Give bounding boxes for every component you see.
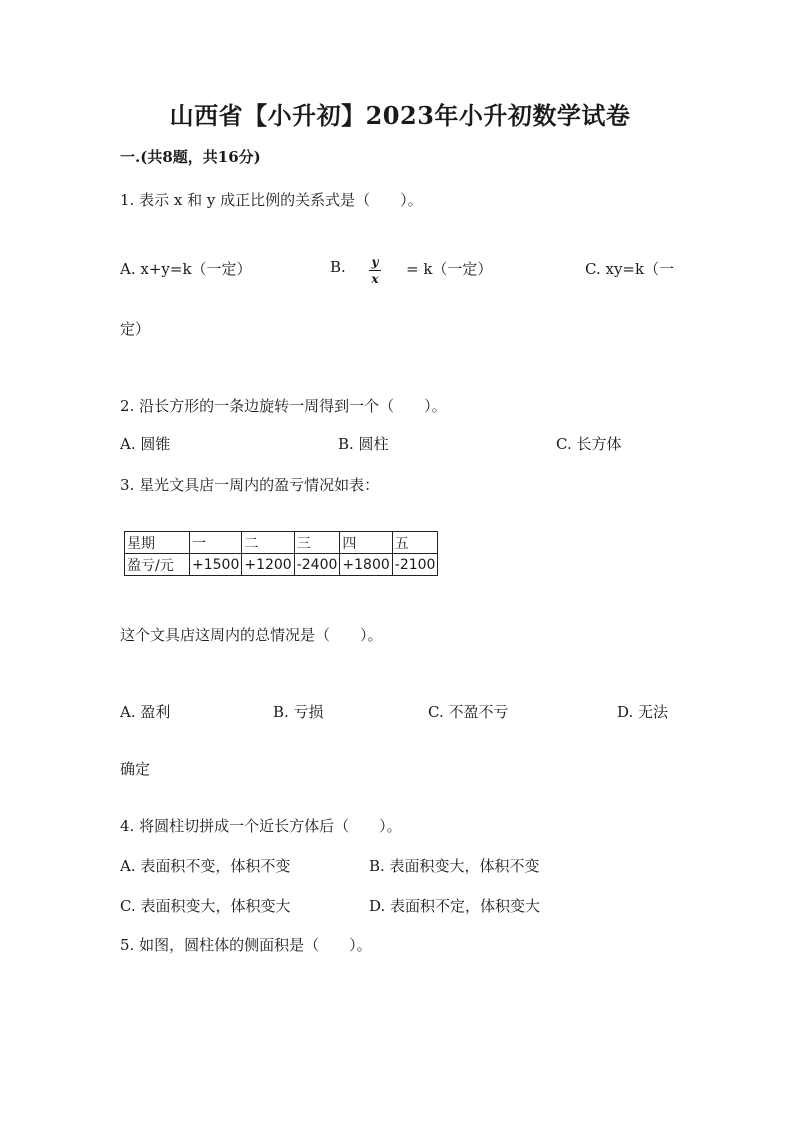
question-2-option-b[interactable]: B. 圆柱 bbox=[338, 435, 389, 453]
table-cell: 五 bbox=[392, 532, 438, 554]
question-1-option-b[interactable]: B. bbox=[330, 258, 346, 276]
fraction-denominator: x bbox=[371, 272, 379, 286]
question-1-text: 1. 表示 x 和 y 成正比例的关系式是（ ）。 bbox=[120, 191, 423, 209]
question-1-option-c-wrap: 定） bbox=[120, 320, 151, 338]
question-2-text: 2. 沿长方形的一条边旋转一周得到一个（ ）。 bbox=[120, 397, 447, 415]
question-1-fraction bbox=[369, 255, 381, 286]
page-title: 山西省【小升初】2023年小升初数学试卷 bbox=[169, 101, 631, 130]
table-cell: -2100 bbox=[392, 554, 438, 576]
table-cell: -2400 bbox=[294, 554, 340, 576]
question-1-option-c[interactable]: C. xy=k（一 bbox=[585, 260, 675, 278]
fraction-numerator: y bbox=[371, 255, 379, 269]
table-cell: 一 bbox=[190, 532, 242, 554]
table-cell: 四 bbox=[340, 532, 392, 554]
table-cell: +1800 bbox=[340, 554, 392, 576]
table-row-header bbox=[125, 532, 438, 554]
question-3-option-c[interactable]: C. 不盈不亏 bbox=[428, 703, 509, 721]
fraction-bar bbox=[369, 270, 381, 271]
table-cell: 星期 bbox=[125, 532, 190, 554]
table-row-values bbox=[125, 554, 438, 576]
question-4-option-a[interactable]: A. 表面积不变，体积不变 bbox=[120, 857, 291, 875]
question-3-text: 3. 星光文具店一周内的盈亏情况如表： bbox=[120, 476, 380, 494]
question-4-option-d[interactable]: D. 表面积不定，体积变大 bbox=[369, 897, 541, 915]
question-3-option-d[interactable]: D. 无法 bbox=[617, 703, 669, 721]
table-cell: 二 bbox=[242, 532, 294, 554]
question-3-followup: 这个文具店这周内的总情况是（ ）。 bbox=[120, 626, 383, 644]
section-heading: 一.(共8题，共16分) bbox=[120, 148, 261, 166]
question-4-text: 4. 将圆柱切拼成一个近长方体后（ ）。 bbox=[120, 817, 402, 835]
question-5-text: 5. 如图，圆柱体的侧面积是（ ）。 bbox=[120, 936, 372, 954]
question-2-option-a[interactable]: A. 圆锥 bbox=[120, 435, 171, 453]
table-cell: +1200 bbox=[242, 554, 294, 576]
question-2-option-c[interactable]: C. 长方体 bbox=[556, 435, 622, 453]
question-3-option-d-wrap: 确定 bbox=[120, 760, 151, 778]
question-3-option-a[interactable]: A. 盈利 bbox=[120, 703, 171, 721]
question-4-option-b[interactable]: B. 表面积变大，体积不变 bbox=[369, 857, 540, 875]
table-cell: +1500 bbox=[190, 554, 242, 576]
profit-loss-table bbox=[124, 531, 438, 576]
question-1-option-b-rest: = k（一定） bbox=[406, 260, 493, 278]
question-4-option-c[interactable]: C. 表面积变大，体积变大 bbox=[120, 897, 291, 915]
question-3-option-b[interactable]: B. 亏损 bbox=[273, 703, 324, 721]
question-1-option-a[interactable]: A. x+y=k（一定） bbox=[120, 260, 252, 278]
table-cell: 盈亏/元 bbox=[125, 554, 190, 576]
table-cell: 三 bbox=[294, 532, 340, 554]
